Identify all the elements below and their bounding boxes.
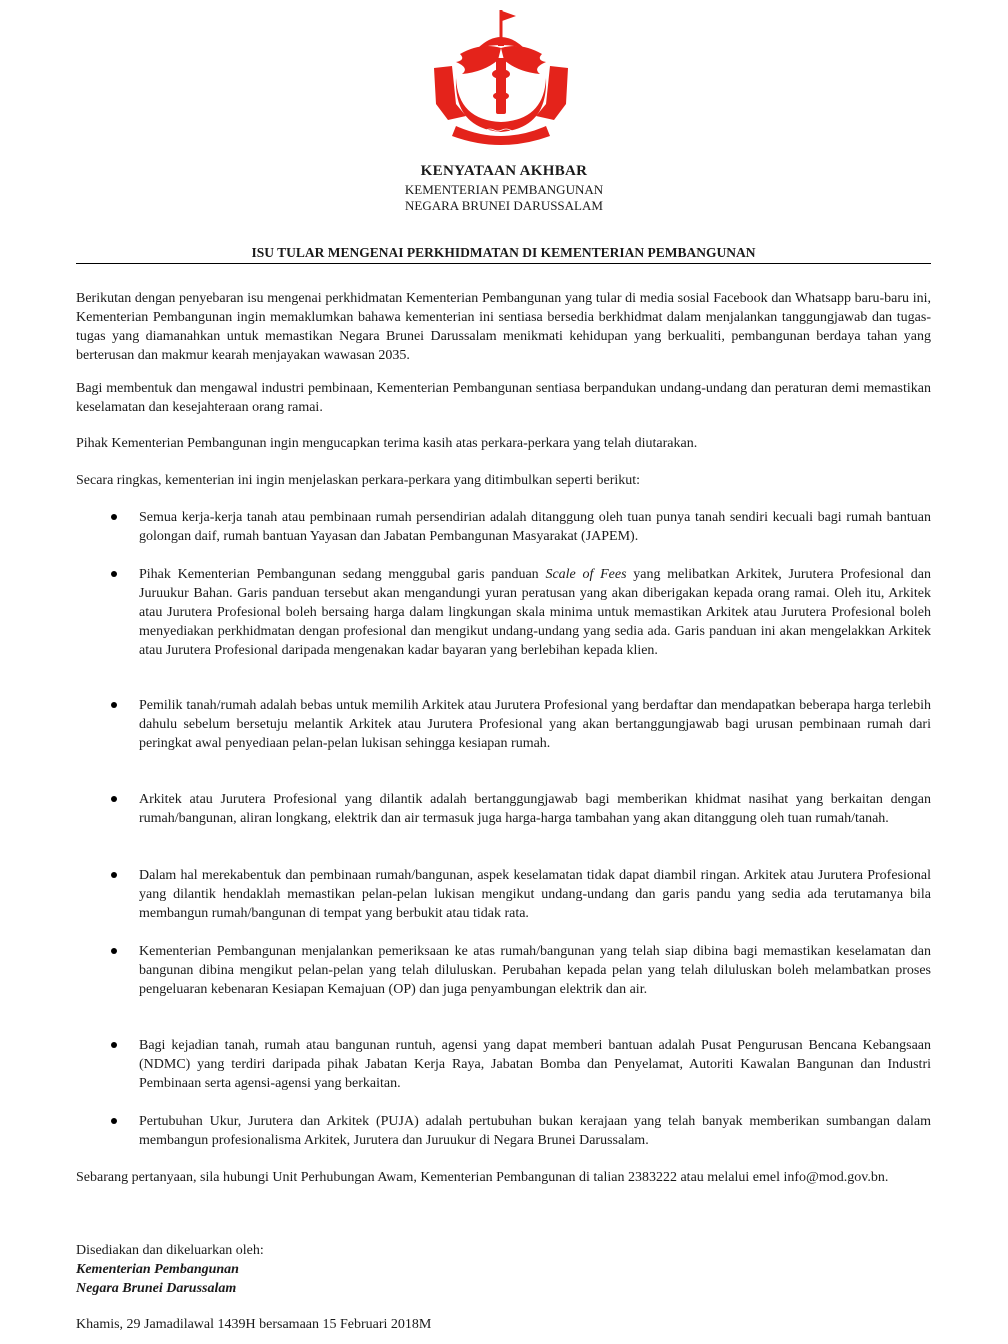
list-item-text-part: yang melibatkan Arkitek, Jurutera Profesional dan Juruukur Bahan. Garis panduan tersebut akan mengandungi yuran peratusan yang akan diberigakan kepada orang ramai. Oleh itu, Arkitek atau Jurutera Profesional boleh bersaing harga dalam lingkungan skala minima untuk memastikan Arkitek atau Jurutera Profesional boleh menyediakan perkhidmatan dengan profesional dan mengikut undang-undang yang sedia ada. Garis panduan ini akan mengelakkan Arkitek atau Jurutera Profesional daripada mengenakan kadar bayaran yang berlebihan kepada klien.	[139, 567, 931, 658]
list-item-text: Arkitek atau Jurutera Profesional yang dilantik adalah bertanggungjawab bagi memberikan khidmat nasihat yang berkaitan dengan rumah/bangunan, aliran longkang, elektrik dan air termasuk juga harga-harga tambahan yang akan ditanggung oleh tuan rumah/tanah.	[139, 792, 931, 826]
paragraph-summary-intro: Secara ringkas, kementerian ini ingin menjelaskan perkara-perkara yang ditimbulkan seperti berikut:	[76, 473, 641, 488]
scale-of-fees-term: Scale of Fees	[545, 567, 627, 582]
list-item-text: Bagi kejadian tanah, rumah atau bangunan runtuh, agensi yang dapat memberi bantuan adalah Pusat Pengurusan Bencana Kebangsaan (NDMC) yang terdiri daripada pihak Jabatan Kerja Raya, Jabatan Bomba dan Penyelamat, Autoriti Kawalan Bangunan dan Industri Pembinaan serta agensi-agensi yang berkaitan.	[139, 1038, 931, 1091]
prepared-by-label: Disediakan dan dikeluarkan oleh:	[76, 1243, 264, 1258]
bullet-icon	[111, 514, 117, 520]
bullet-icon	[111, 571, 117, 577]
release-date: Khamis, 29 Jamadilawal 1439H bersamaan 15 Februari 2018M	[76, 1317, 432, 1332]
paragraph-intro: Berikutan dengan penyebaran isu mengenai perkhidmatan Kementerian Pembangunan yang tular di media sosial Facebook dan Whatsapp baru-baru ini, Kementerian Pembangunan ingin memaklumkan bahawa kementerian ini sentiasa bersedia berkhidmat dalam menjalankan tanggungjawab dan tugas-tugas yang diamanahkan untuk memastikan Negara Brunei Darussalam menikmati kehidupan yang berkualiti, pembangunan berdaya tahan yang berterusan dan makmur kearah menjayakan wawasan 2035.	[76, 291, 931, 363]
list-item-text: Pertubuhan Ukur, Jurutera dan Arkitek (PUJA) adalah pertubuhan bukan kerajaan yang telah banyak memberikan sumbangan dalam membangun profesionalisma Arkitek, Jurutera dan Juruukur di Negara Brunei Darussalam.	[139, 1114, 931, 1148]
press-release-title: KENYATAAN AKHBAR	[420, 163, 588, 179]
paragraph-regulation: Bagi membentuk dan mengawal industri pembinaan, Kementerian Pembangunan sentiasa berpandukan undang-undang dan peraturan demi memastikan keselamatan dan kesejahteraan orang ramai.	[76, 381, 931, 415]
list-item-text: Semua kerja-kerja tanah atau pembinaan rumah persendirian adalah ditanggung oleh tuan punya tanah sendiri kecuali bagi rumah bantuan golongan daif, rumah bantuan Yayasan dan Jabatan Pembangunan Masyarakat (JAPEM).	[139, 510, 931, 544]
brunei-crest-icon	[426, 8, 576, 148]
issuer-org-line2: Negara Brunei Darussalam	[76, 1281, 237, 1296]
ministry-name: KEMENTERIAN PEMBANGUNAN	[404, 182, 604, 197]
bullet-icon	[111, 1118, 117, 1124]
list-item-text: Pemilik tanah/rumah adalah bebas untuk memilih Arkitek atau Jurutera Profesional yang berdaftar dan mendapatkan beberapa harga terlebih dahulu sebelum bersetuju melantik Arkitek atau Jurutera Profesional yang akan bertanggungjawab bagi urusan pembinaan rumah dari peringkat awal penyediaan pelan-pelan lukisan sehingga kesiapan rumah.	[139, 698, 931, 751]
list-item-text-part: Pihak Kementerian Pembangunan sedang menggubal garis panduan	[139, 567, 546, 582]
issuer-org-line1: Kementerian Pembangunan	[76, 1262, 239, 1277]
bullet-icon	[111, 872, 117, 878]
bullet-icon	[111, 1042, 117, 1048]
paragraph-thanks: Pihak Kementerian Pembangunan ingin mengucapkan terima kasih atas perkara-perkara yang telah diutarakan.	[76, 436, 698, 451]
bullet-icon	[111, 948, 117, 954]
list-item-text	[139, 565, 931, 660]
contact-paragraph: Sebarang pertanyaan, sila hubungi Unit Perhubungan Awam, Kementerian Pembangunan di talian 2383222 atau melalui emel info@mod.gov.bn.	[76, 1170, 889, 1185]
bullet-icon	[111, 796, 117, 802]
list-item-text: Kementerian Pembangunan menjalankan pemeriksaan ke atas rumah/bangunan yang telah siap dibina bagi memastikan keselamatan dan bangunan dibina mengikut pelan-pelan yang telah diluluskan. Perubahan kepada pelan yang telah diluluskan boleh melambatkan proses pengeluaran kebenaran Kesiapan Kemajuan (OP) dan juga penyambungan elektrik dan air.	[139, 944, 931, 997]
list-item-text: Dalam hal merekabentuk dan pembinaan rumah/bangunan, aspek keselamatan tidak dapat diambil ringan. Arkitek atau Jurutera Profesional yang dilantik hendaklah memastikan pelan-pelan lukisan mengikut undang-undang dan garis pandu yang sedia ada terutamanya bila membangun rumah/bangunan di tempat yang berbukit atau tidak rata.	[139, 868, 931, 921]
country-name: NEGARA BRUNEI DARUSSALAM	[405, 198, 603, 213]
bullet-icon	[111, 702, 117, 708]
subject-heading: ISU TULAR MENGENAI PERKHIDMATAN DI KEMENTERIAN PEMBANGUNAN	[76, 245, 931, 264]
